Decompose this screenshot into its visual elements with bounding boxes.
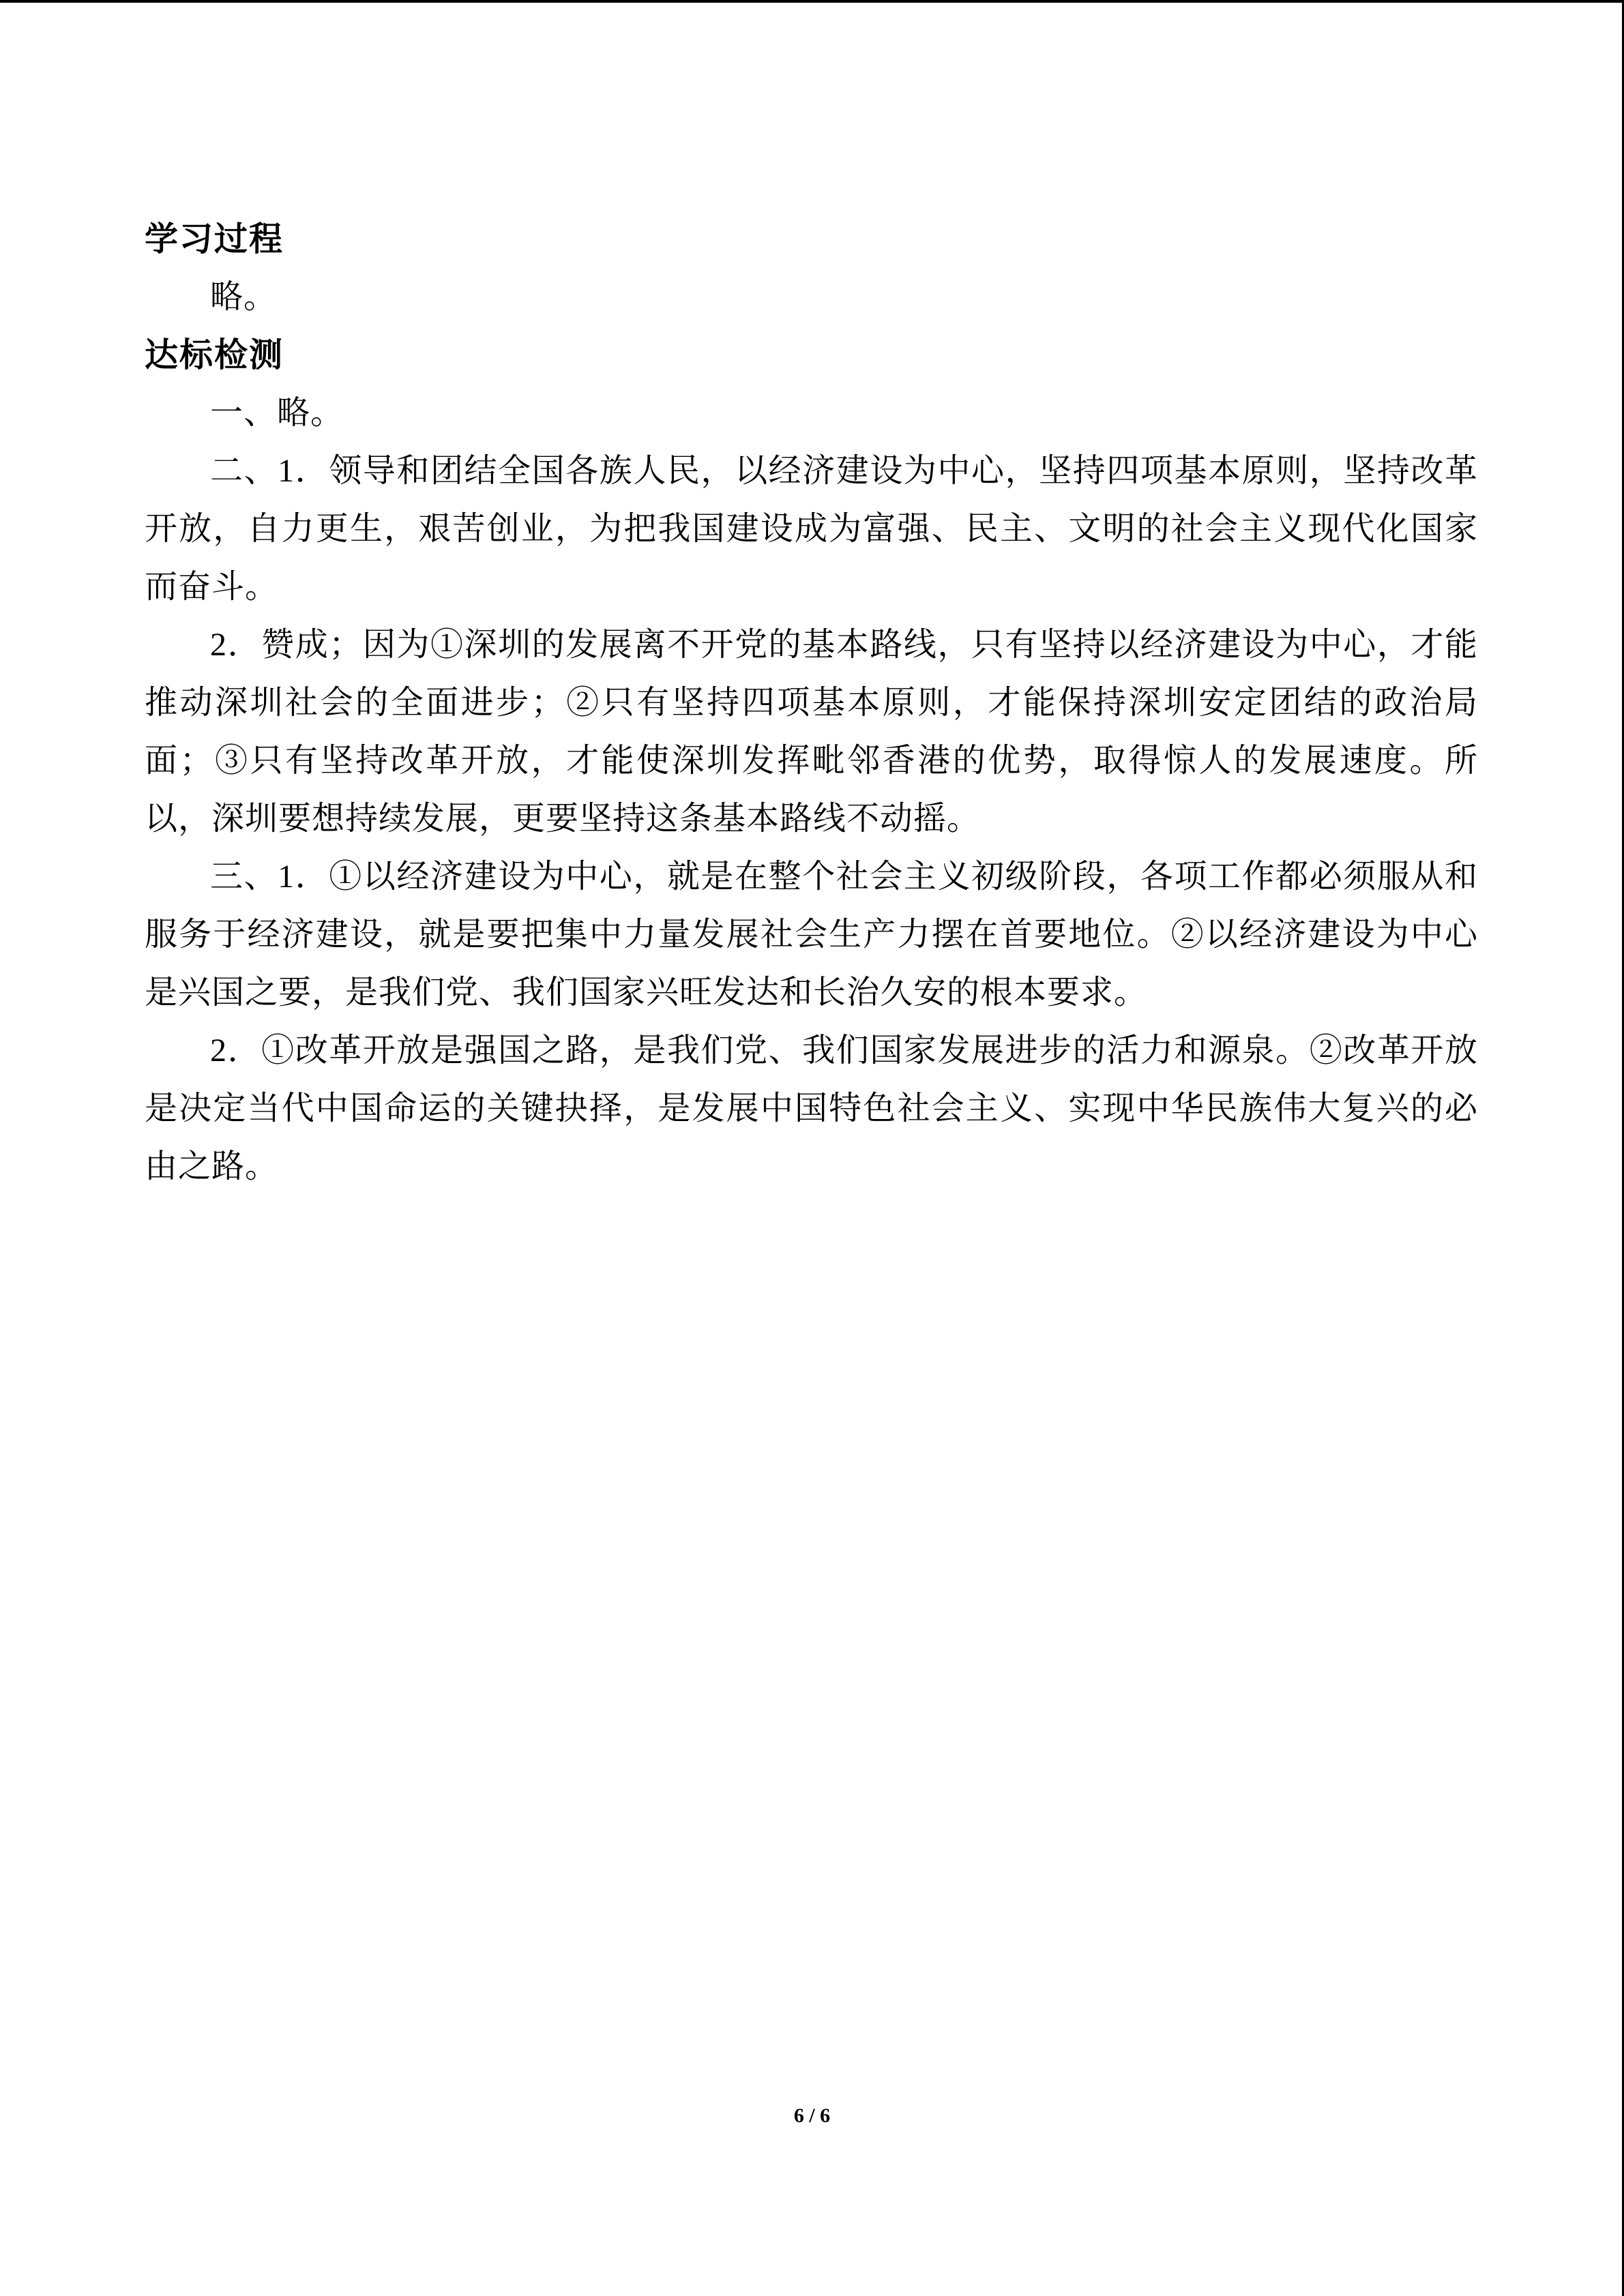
paragraph-answer-three-q2: 2．①改革开放是强国之路，是我们党、我们国家发展进步的活力和源泉。②改革开放是决定当代中国命运的关键抉择，是发展中国特色社会主义、实现中华民族伟大复兴的必由之路。	[145, 1032, 1478, 1184]
page-number: 6 / 6	[793, 2104, 831, 2127]
page-top-border	[0, 0, 1624, 3]
paragraph-answer-two-q2: 2．赞成；因为①深圳的发展离不开党的基本路线，只有坚持以经济建设为中心，才能推动深圳社会的全面进步；②只有坚持四项基本原则，才能保持深圳安定团结的政治局面；③只有坚持改革开放，才能使深圳发挥毗邻香港的优势，取得惊人的发展速度。所以，深圳要想持续发展，更要坚持这条基本路线不动摇。	[145, 627, 1478, 837]
paragraph-answer-one: 一、略。	[210, 395, 344, 431]
document-body	[145, 210, 1478, 1195]
paragraph-learning-process-omitted: 略。	[210, 279, 278, 315]
paragraph-answer-three-q1: 三、1．①以经济建设为中心，就是在整个社会主义初级阶段，各项工作都必须服从和服务于经济建设，就是要把集中力量发展社会生产力摆在首要地位。②以经济建设为中心是兴国之要，是我们党、我们国家兴旺发达和长治久安的根本要求。	[145, 859, 1478, 1011]
paragraph-answer-two-q1: 二、1．领导和团结全国各族人民，以经济建设为中心，坚持四项基本原则，坚持改革开放，自力更生，艰苦创业，为把我国建设成为富强、民主、文明的社会主义现代化国家而奋斗。	[145, 453, 1478, 605]
heading-standard-test: 达标检测	[145, 336, 284, 374]
heading-learning-process: 学习过程	[145, 220, 284, 258]
